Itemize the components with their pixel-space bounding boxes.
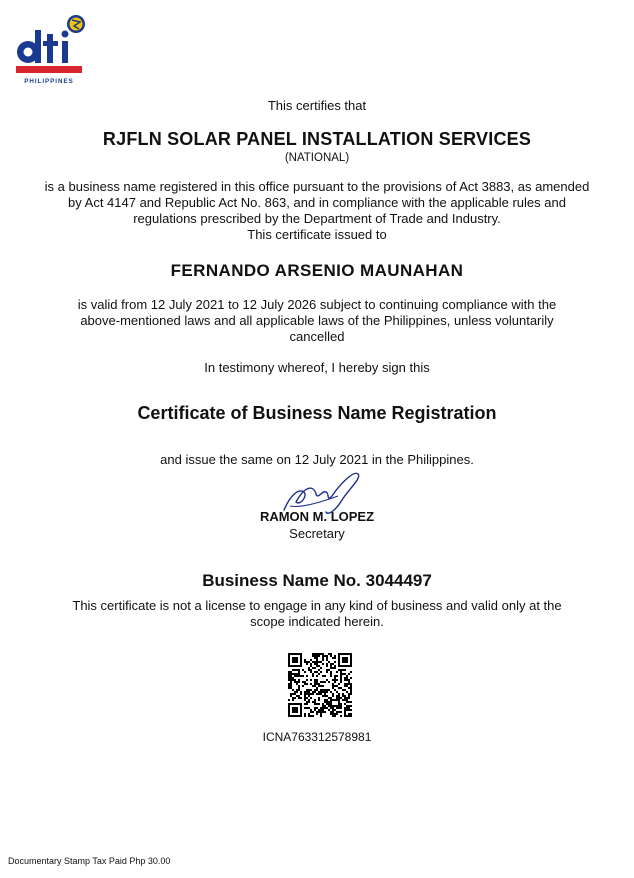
registration-line-1: is a business name registered in this office pursuant to the provisions of Act 3883, as amended (44, 179, 590, 194)
registration-text (0, 179, 634, 243)
logo-subtext: PHILIPPINES (24, 78, 74, 85)
issue-line: and issue the same on 12 July 2021 in the Philippines. (160, 452, 474, 467)
business-scope: (NATIONAL) (284, 152, 350, 164)
business-name: RJFLN SOLAR PANEL INSTALLATION SERVICES (102, 129, 532, 149)
documentary-stamp-note: Documentary Stamp Tax Paid Php 30.00 (8, 856, 171, 866)
qr-code (288, 653, 352, 717)
registration-line-3: regulations prescribed by the Department of Trade and Industry. (133, 211, 501, 226)
signatory-title: Secretary (289, 526, 345, 541)
disclaimer (0, 598, 634, 630)
certificate-title: Certificate of Business Name Registration (137, 403, 497, 423)
validity-text (0, 297, 634, 345)
disclaimer-line-2: scope indicated herein. (250, 614, 384, 629)
certifies-line: This certifies that (267, 98, 367, 113)
dti-logo-graphic (14, 14, 88, 88)
signatory-name: RAMON M. LOPEZ (259, 509, 375, 524)
business-name-number: Business Name No. 3044497 (202, 571, 432, 590)
validity-line-1: is valid from 12 July 2021 to 12 July 2026 subject to continuing compliance with the (77, 297, 557, 312)
validity-line-2: above-mentioned laws and all applicable laws of the Philippines, unless voluntarily (80, 313, 554, 328)
testimony-line: In testimony whereof, I hereby sign this (204, 360, 430, 375)
dti-logo (14, 14, 88, 88)
qr-code-id: ICNA763312578981 (262, 730, 372, 744)
registration-line-2: by Act 4147 and Republic Act No. 863, and in compliance with the applicable rules and (68, 195, 566, 210)
owner-name: FERNANDO ARSENIO MAUNAHAN (170, 261, 464, 280)
validity-line-3: cancelled (289, 329, 345, 344)
issued-to-line: This certificate issued to (247, 227, 387, 242)
disclaimer-line-1: This certificate is not a license to engage in any kind of business and valid only at the (72, 598, 562, 613)
